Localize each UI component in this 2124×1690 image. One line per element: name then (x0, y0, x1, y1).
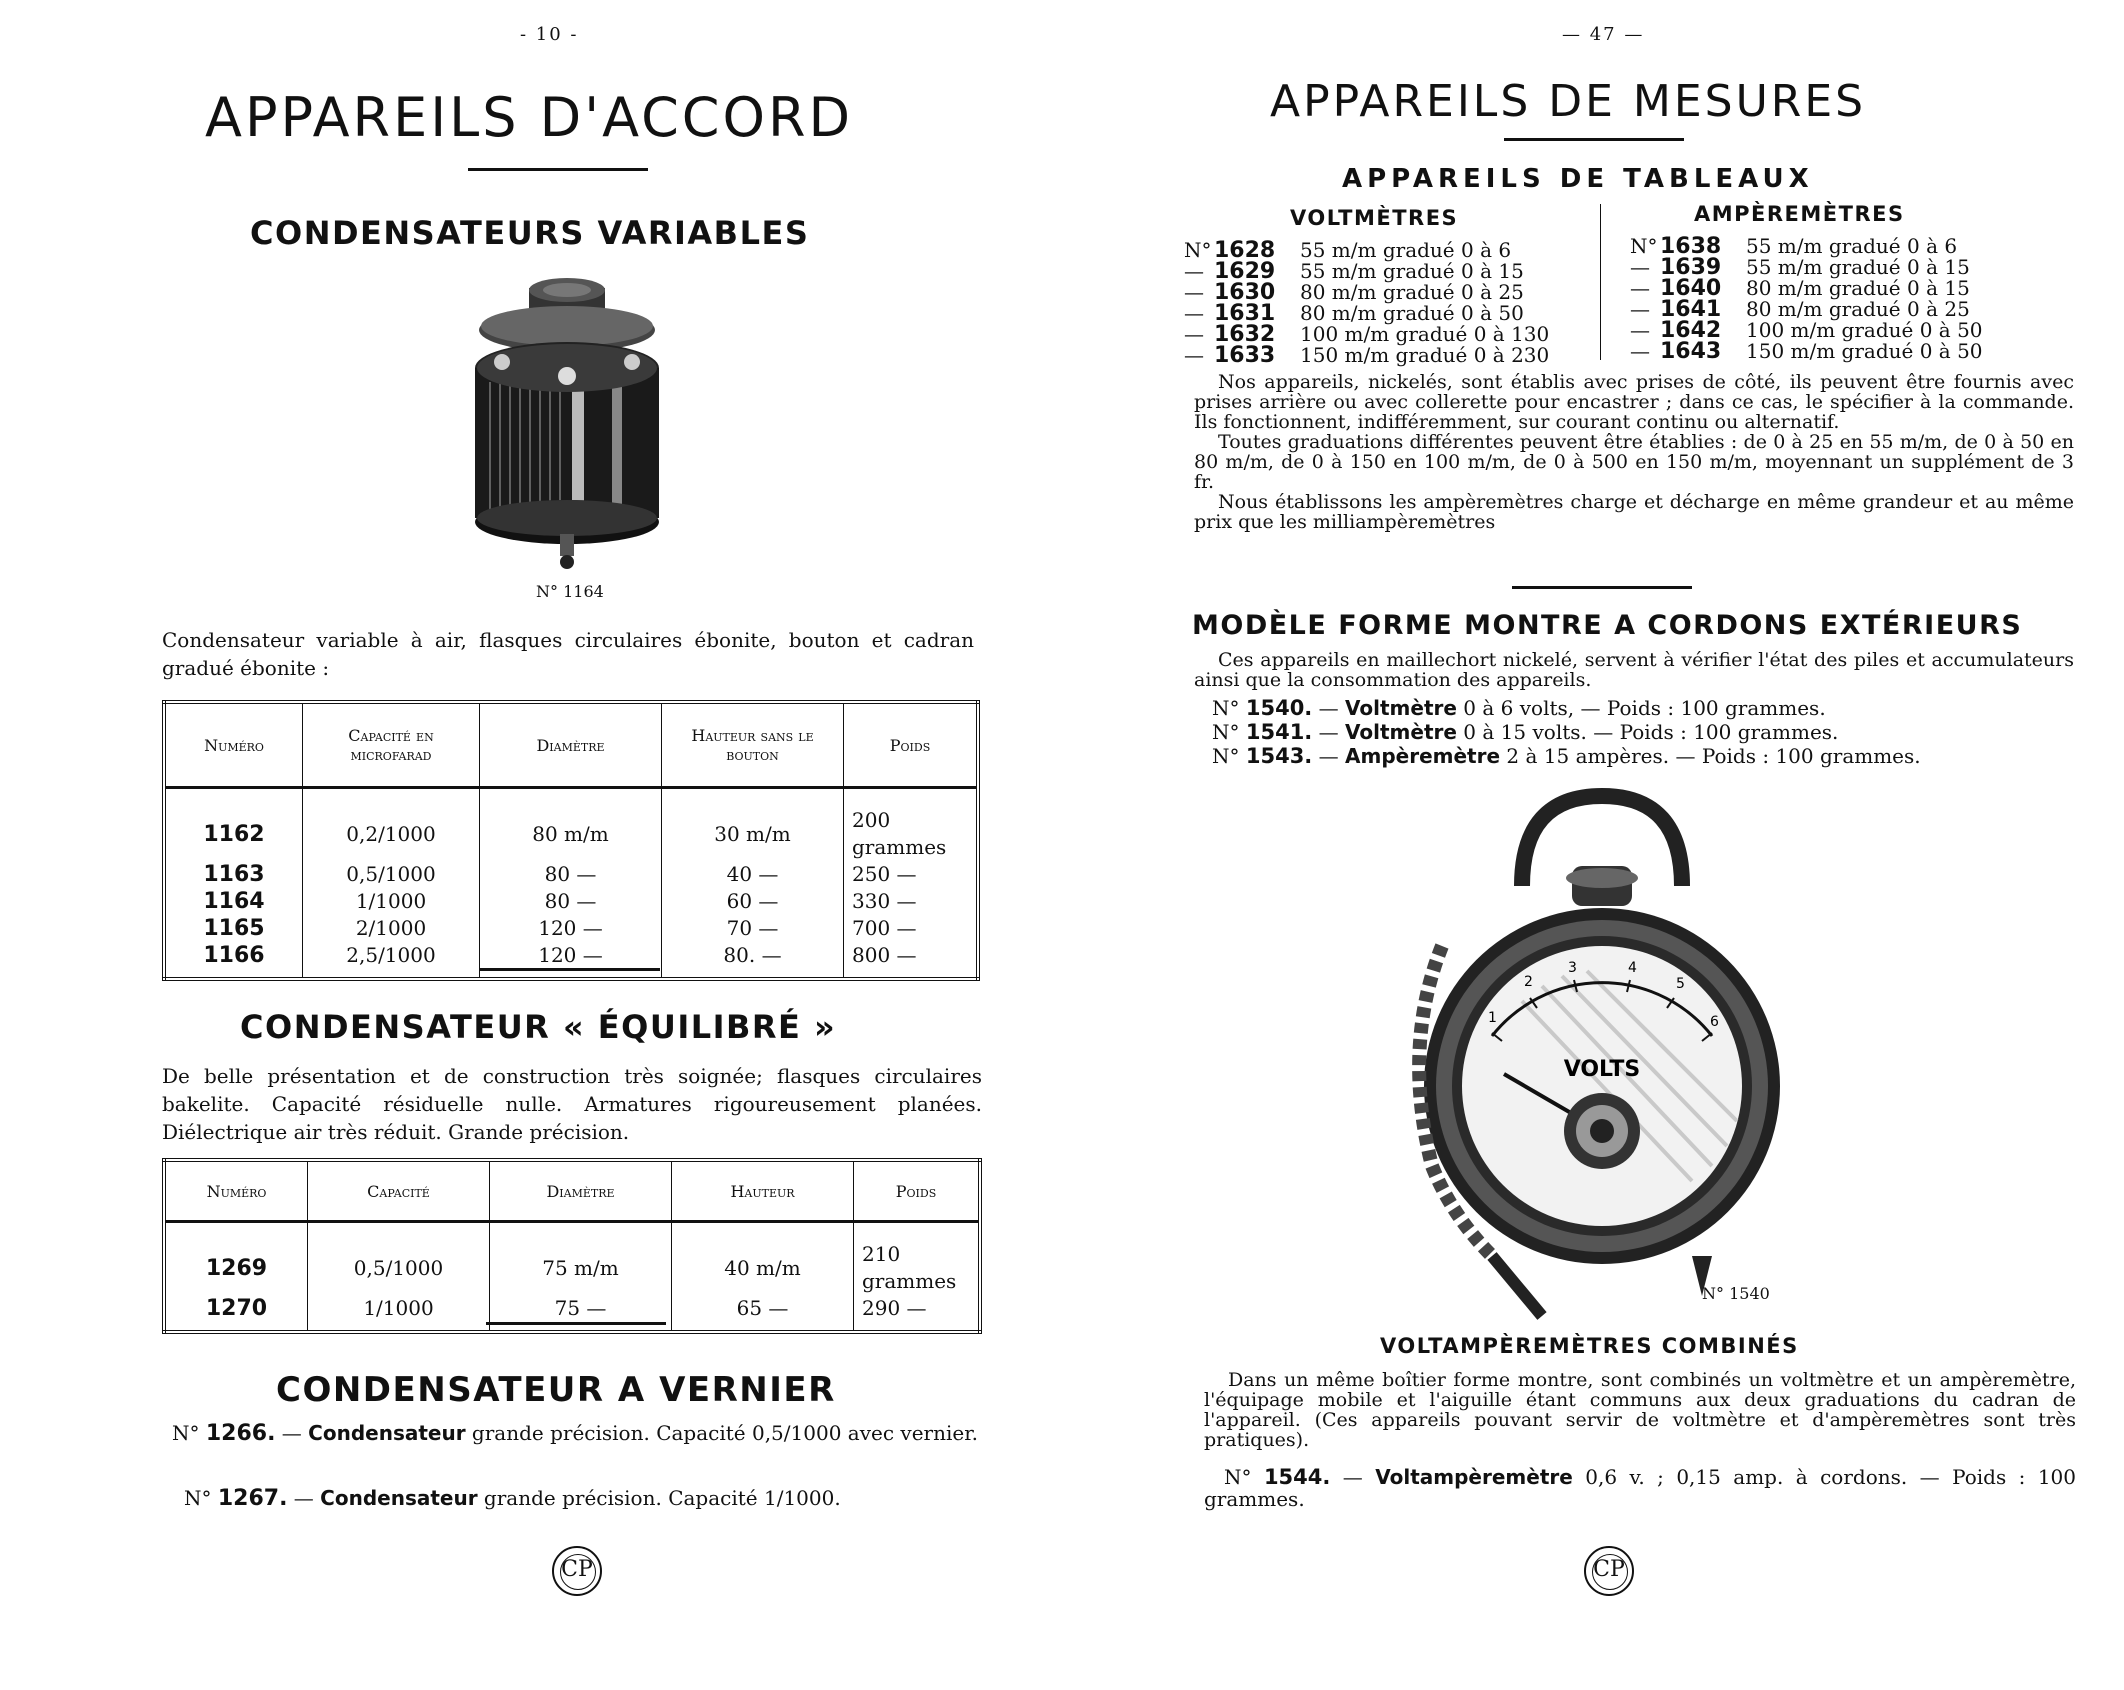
list-item (1630, 299, 2070, 320)
list-item (1184, 303, 1584, 324)
table-cell: 1163 (203, 862, 265, 887)
table-cell: 290 — (854, 1295, 981, 1332)
table-row (164, 915, 978, 942)
item-prefix: — (1184, 259, 1204, 283)
entry-dash: — (275, 1421, 309, 1445)
entry-text: grande précision. Capacité 0,5/1000 avec vernier. (465, 1421, 978, 1445)
table-cell: 40 m/m (672, 1222, 854, 1296)
section-heading: VOLTAMPÈREMÈTRES COMBINÉS (1380, 1334, 1799, 1358)
table-cell: 60 — (662, 888, 844, 915)
table-cell: 0,5/1000 (303, 861, 480, 888)
entry-text: 0 à 6 volts, — Poids : 100 grammes. (1456, 696, 1826, 720)
item-number: 1640 (1660, 276, 1722, 301)
table-header-row (164, 702, 978, 788)
combine-entry (1204, 1466, 2076, 1510)
table-cell: 800 — (844, 942, 979, 979)
column-header: Hauteur (672, 1160, 854, 1222)
entry-prefix: N° (184, 1486, 218, 1510)
table-row (164, 861, 978, 888)
entry-number: 1540. (1245, 696, 1313, 720)
item-number: 1642 (1660, 318, 1722, 343)
item-description: 150 m/m gradué 0 à 230 (1300, 343, 1550, 367)
table-cell: 1164 (203, 889, 265, 914)
entry-name: Voltampèremètre (1375, 1465, 1573, 1489)
dial-label: VOLTS (1563, 1057, 1641, 1082)
table-cell: 1269 (205, 1255, 268, 1281)
section-heading: CONDENSATEUR « ÉQUILIBRÉ » (240, 1008, 837, 1046)
section-heading: MODÈLE FORME MONTRE A CORDONS EXTÉRIEURS (1192, 610, 2023, 641)
entry-text: 2 à 15 ampères. — Poids : 100 grammes. (1500, 744, 1921, 768)
divider (468, 168, 648, 171)
page-title: APPAREILS DE MESURES (1270, 76, 1867, 127)
table-cell: 330 — (844, 888, 979, 915)
section-description: Ces appareils en maillechort nickelé, servent à vérifier l'état des piles et accumulateurs ainsi que la consommation des appareils. (1194, 649, 2074, 691)
item-prefix: N° (1184, 238, 1212, 262)
entry-dash: — (1312, 744, 1346, 768)
list-item (1630, 257, 2070, 278)
dial-tick-label: 3 (1568, 960, 1577, 976)
table-cell: 40 — (662, 861, 844, 888)
item-description: 80 m/m gradué 0 à 25 (1746, 297, 1970, 321)
item-number: 1630 (1214, 280, 1276, 305)
column-header: Capacité (308, 1160, 490, 1222)
table-row (164, 888, 978, 915)
table-cell: 250 — (844, 861, 979, 888)
item-number: 1633 (1214, 343, 1276, 368)
item-number: 1632 (1214, 322, 1276, 347)
item-number: 1638 (1660, 234, 1722, 259)
pocket-voltmeter-illustration (1392, 786, 1812, 1326)
item-prefix: — (1184, 343, 1204, 367)
item-prefix: — (1630, 297, 1650, 321)
condenser-spec-table (162, 700, 980, 981)
item-description: 80 m/m gradué 0 à 15 (1746, 276, 1970, 300)
item-description: 55 m/m gradué 0 à 6 (1746, 234, 1958, 258)
entry-name: Voltmètre (1345, 720, 1457, 744)
image-caption: N° 1540 (1702, 1284, 1770, 1303)
item-number: 1629 (1214, 259, 1276, 284)
table-row (164, 942, 978, 979)
page-number: - 10 - (520, 24, 579, 45)
item-description: 80 m/m gradué 0 à 25 (1300, 280, 1524, 304)
column-header: Numéro (164, 1160, 308, 1222)
note-paragraph: Nous établissons les ampèremètres charge et décharge en même grandeur et au même prix que les milliampèremètres (1194, 491, 2074, 533)
vernier-entry (172, 1418, 988, 1449)
item-description: 150 m/m gradué 0 à 50 (1746, 339, 1983, 363)
table-cell: 700 — (844, 915, 979, 942)
entry-prefix: N° (1212, 720, 1246, 744)
item-prefix: — (1184, 301, 1204, 325)
table-header-row (164, 1160, 980, 1222)
column-divider (1600, 204, 1601, 360)
table-cell: 80 m/m (480, 788, 662, 862)
table-cell: 200 grammes (844, 788, 979, 862)
vernier-entry (184, 1484, 1000, 1513)
divider (480, 968, 660, 971)
condenser-illustration (452, 272, 682, 577)
image-caption: N° 1164 (536, 582, 604, 601)
entry-prefix: N° (172, 1421, 206, 1445)
column-heading: VOLTMÈTRES (1290, 206, 1459, 230)
column-header: Capacité en microfarad (303, 702, 480, 788)
entry-prefix: N° (1224, 1465, 1264, 1489)
table-row (164, 1222, 980, 1296)
section-heading: APPAREILS DE TABLEAUX (1342, 164, 1814, 194)
table-cell: 70 — (662, 915, 844, 942)
item-description: 100 m/m gradué 0 à 50 (1746, 318, 1983, 342)
table-cell: 0,5/1000 (308, 1222, 490, 1296)
column-header: Numéro (164, 702, 303, 788)
dial-tick-label: 6 (1710, 1014, 1719, 1030)
note-paragraph: Nos appareils, nickelés, sont établis avec prises de côté, ils peuvent être fournis avec prises arrière ou avec collerette pour encastrer ; dans ce cas, le spécifier à la commande. Ils fonctionnent, indifféremment, sur courant continu ou alternatif. (1194, 371, 2074, 433)
entry-name: Ampèremètre (1345, 744, 1501, 768)
montre-entry (1212, 696, 2072, 720)
page-title: APPAREILS D'ACCORD (205, 86, 854, 149)
divider (1512, 586, 1692, 589)
dial-tick-label: 2 (1524, 974, 1533, 990)
dial-tick-label: 1 (1488, 1010, 1497, 1026)
entry-dash: — (1312, 696, 1346, 720)
montre-entry (1212, 744, 2072, 768)
item-number: 1643 (1660, 339, 1722, 364)
item-description: 55 m/m gradué 0 à 15 (1300, 259, 1524, 283)
table-cell: 1270 (205, 1296, 268, 1321)
table-cell: 75 m/m (490, 1222, 672, 1296)
logo-text: CP (561, 1557, 593, 1582)
column-heading: AMPÈREMÈTRES (1694, 202, 1905, 226)
table-cell: 1162 (203, 821, 265, 847)
divider (486, 1322, 666, 1325)
list-item (1630, 236, 2070, 257)
montre-entry (1212, 720, 2072, 744)
section-heading: CONDENSATEURS VARIABLES (250, 214, 810, 252)
entry-dash: — (1312, 720, 1346, 744)
table-row (164, 1295, 980, 1332)
dial-tick-label: 4 (1628, 960, 1637, 976)
list-item (1630, 278, 2070, 299)
table-cell: 1166 (203, 943, 265, 968)
item-description: 55 m/m gradué 0 à 15 (1746, 255, 1970, 279)
table-cell: 0,2/1000 (303, 788, 480, 862)
item-number: 1641 (1660, 297, 1722, 322)
entry-prefix: N° (1212, 744, 1246, 768)
column-header: Poids (844, 702, 979, 788)
section-description: Dans un même boîtier forme montre, sont combinés un voltmètre et un ampèremètre, l'équipage mobile et l'aiguille étant communs aux deux graduations du cadran de l'appareil. (Ces appareils pouvant servir de voltmètre et d'ampèremètres sont très pratiques). (1204, 1369, 2076, 1451)
notes-block (1194, 372, 2074, 532)
section-description: Condensateur variable à air, flasques circulaires ébonite, bouton et cadran gradué ébonite : (162, 628, 974, 680)
entry-name: Voltmètre (1345, 696, 1457, 720)
publisher-logo (1584, 1546, 1634, 1596)
item-prefix: — (1630, 276, 1650, 300)
table-cell: 120 — (480, 942, 662, 979)
item-description: 55 m/m gradué 0 à 6 (1300, 238, 1512, 262)
table-cell: 1165 (203, 916, 265, 941)
item-prefix: — (1630, 255, 1650, 279)
list-item (1630, 341, 2070, 362)
item-number: 1628 (1214, 238, 1276, 263)
equilibre-spec-table (162, 1158, 982, 1334)
table-cell: 30 m/m (662, 788, 844, 862)
list-item (1184, 282, 1584, 303)
table-cell: 80 — (480, 861, 662, 888)
list-item (1630, 320, 2070, 341)
table-body (164, 1222, 980, 1333)
list-item (1184, 324, 1584, 345)
entry-number: 1267. (217, 1486, 288, 1511)
section-heading: CONDENSATEUR A VERNIER (276, 1370, 836, 1410)
entry-prefix: N° (1212, 696, 1246, 720)
list-item (1184, 345, 1584, 366)
table-cell: 1/1000 (303, 888, 480, 915)
logo-text: CP (1593, 1557, 1625, 1582)
list-item (1184, 261, 1584, 282)
entry-number: 1543. (1245, 744, 1313, 768)
entry-number: 1266. (205, 1421, 276, 1446)
table-cell: 2/1000 (303, 915, 480, 942)
entry-dash: — (287, 1486, 321, 1510)
montre-entries (1212, 696, 2072, 768)
table-cell: 210 grammes (854, 1222, 981, 1296)
table-cell: 2,5/1000 (303, 942, 480, 979)
item-prefix: N° (1630, 234, 1658, 258)
entry-text: 0 à 15 volts. — Poids : 100 grammes. (1456, 720, 1839, 744)
table-body (164, 788, 978, 980)
note-paragraph: Toutes graduations différentes peuvent être établies : de 0 à 25 en 55 m/m, de 0 à 50 en 80 m/m, de 0 à 150 en 100 m/m, de 0 à 500 en 150 m/m, moyennant un supplément de 3 fr. (1194, 431, 2074, 493)
table-cell: 65 — (672, 1295, 854, 1332)
publisher-logo (552, 1546, 602, 1596)
item-prefix: — (1630, 339, 1650, 363)
table-cell: 1/1000 (308, 1295, 490, 1332)
entry-name: Condensateur (308, 1421, 466, 1445)
entry-name: Condensateur (320, 1486, 478, 1510)
entry-number: 1541. (1245, 720, 1313, 744)
table-cell: 80 — (480, 888, 662, 915)
item-description: 100 m/m gradué 0 à 130 (1300, 322, 1550, 346)
entry-text: grande précision. Capacité 1/1000. (477, 1486, 841, 1510)
entry-dash: — (1330, 1465, 1376, 1489)
list-item (1184, 240, 1584, 261)
entry-text: 0,6 v. ; 0,15 amp. à cordons. — Poids : 100 grammes. (1204, 1465, 2077, 1511)
table-cell: 75 — (490, 1295, 672, 1332)
right-page (1062, 0, 2124, 1690)
item-prefix: — (1184, 280, 1204, 304)
item-number: 1639 (1660, 255, 1722, 280)
voltmetre-list (1184, 240, 1584, 366)
entry-number: 1544. (1263, 1465, 1331, 1489)
dial-tick-label: 5 (1676, 976, 1685, 992)
table-cell: 80. — (662, 942, 844, 979)
column-header: Diamètre (480, 702, 662, 788)
table-row (164, 788, 978, 862)
table-cell: 120 — (480, 915, 662, 942)
column-header: Diamètre (490, 1160, 672, 1222)
page-number: — 47 — (1562, 24, 1645, 45)
column-header: Poids (854, 1160, 981, 1222)
amperemetre-list (1630, 236, 2070, 362)
item-prefix: — (1184, 322, 1204, 346)
item-prefix: — (1630, 318, 1650, 342)
divider (1504, 138, 1684, 141)
section-description: De belle présentation et de construction très soignée; flasques circulaires bakelite. Capacité résiduelle nulle. Armatures rigoureusement planées. Diélectrique air très réduit. Grande précision. (162, 1064, 982, 1144)
column-header: Hauteur sans le bouton (662, 702, 844, 788)
item-description: 80 m/m gradué 0 à 50 (1300, 301, 1524, 325)
item-number: 1631 (1214, 301, 1276, 326)
